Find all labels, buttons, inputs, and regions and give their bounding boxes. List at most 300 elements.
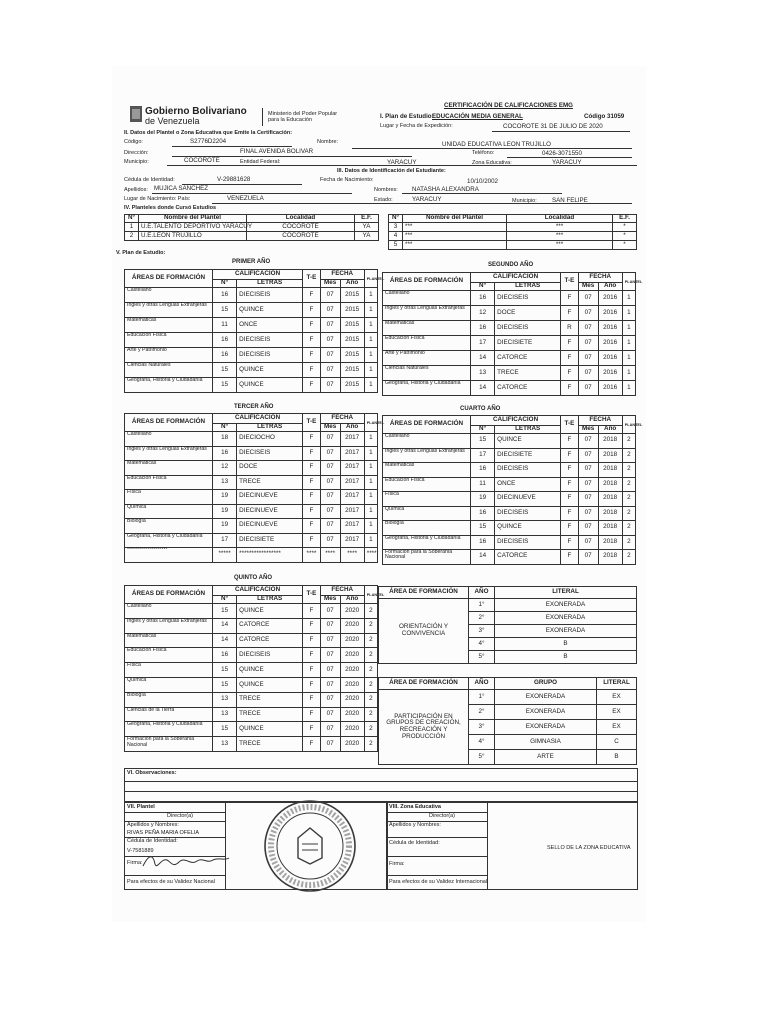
orientacion-anio: 2° <box>469 612 495 625</box>
grade-number: 16 <box>212 648 236 663</box>
grade-plantel: 1 <box>364 519 377 534</box>
grade-type: F <box>303 446 321 461</box>
grade-month: 07 <box>320 533 340 548</box>
plantel-firma-label: Firma: <box>127 860 143 866</box>
plantel-firma-title: VII. Plantel <box>127 804 155 810</box>
grade-number: 16 <box>212 446 236 461</box>
table-row <box>125 618 378 633</box>
plantel-zona-value: YARACUY <box>552 159 582 166</box>
anio-header: Año <box>340 280 364 288</box>
grade-type: F <box>303 432 321 447</box>
grade-letters: CATORCE <box>495 351 561 366</box>
grade-type: F <box>303 604 321 619</box>
grade-type: F <box>561 521 579 536</box>
area-name: Educación Física <box>125 333 213 348</box>
grade-letters: QUINCE <box>237 378 303 393</box>
participacion-anio: 4° <box>469 735 495 750</box>
participacion-grupo: EXONERADA <box>495 705 597 720</box>
grade-type: F <box>303 737 321 752</box>
grade-type: F <box>303 490 321 505</box>
area-name: Castellano <box>125 604 213 619</box>
certificate-title: CERTIFICACIÓN DE CALIFICACIONES EMG <box>444 102 573 109</box>
lugar-nacimiento-label: Lugar de Nacimiento: País: <box>124 196 191 202</box>
grade-month: 07 <box>320 432 340 447</box>
grade-plantel: 1 <box>622 381 635 396</box>
grade-number: 13 <box>212 707 236 722</box>
grade-type: F <box>303 303 321 318</box>
grade-letters: DIECISEIS <box>237 348 303 363</box>
area-name: Matemáticas <box>383 463 471 478</box>
grade-month: 07 <box>578 434 598 449</box>
plantel-apellidos-label: Apellidos y Nombres: <box>127 822 179 828</box>
area-name: Ciencias Naturales <box>383 366 471 381</box>
plantel-codigo-label: Código: <box>124 139 143 145</box>
grade-number: 13 <box>212 475 236 490</box>
plantel-telefono-value: 0426-3071550 <box>542 150 582 157</box>
grade-number: 14 <box>212 618 236 633</box>
grade-month: 07 <box>320 475 340 490</box>
participacion-literal: B <box>597 750 637 765</box>
grade-plantel: 2 <box>622 492 635 507</box>
fecha-header: FECHA <box>320 270 364 280</box>
grade-type: F <box>561 506 579 521</box>
grade-letters: TRECE <box>237 475 303 490</box>
grade-year: 2017 <box>340 461 364 476</box>
table-row <box>125 737 378 752</box>
participacion-area-header: ÁREA DE FORMACIÓN <box>379 678 469 690</box>
grade-type: R <box>561 321 579 336</box>
grade-year: 2018 <box>598 448 622 463</box>
table-row <box>125 432 378 447</box>
area-name: Castellano <box>125 432 213 447</box>
orientacion-body <box>379 599 637 664</box>
grade-letters: DIECISEIS <box>495 535 561 550</box>
grade-number: 14 <box>470 381 494 396</box>
zona-sello-label: SELLO DE LA ZONA EDUCATIVA <box>547 845 631 851</box>
grade-number: 15 <box>212 722 236 737</box>
cedula-value: V-29881628 <box>217 176 251 183</box>
plantel-localidad: *** <box>507 223 613 232</box>
plantel-nombre: *** <box>403 241 507 250</box>
grade-letters: DIECISEIS <box>495 321 561 336</box>
grade-year: 2018 <box>598 477 622 492</box>
area-name: Química <box>125 504 213 519</box>
nombres-label: Nombres: <box>374 187 398 193</box>
grade-year: **** <box>340 548 364 563</box>
table-row <box>125 663 378 678</box>
grade-type: F <box>303 663 321 678</box>
grade-table <box>124 585 385 752</box>
orientacion-header-row <box>379 587 637 599</box>
grade-year: 2020 <box>340 692 364 707</box>
grade-year: 2020 <box>340 648 364 663</box>
grade-type: F <box>303 378 321 393</box>
grade-plantel: 2 <box>622 448 635 463</box>
planteles-header-row <box>125 215 379 223</box>
participacion-grupo: GIMNASIA <box>495 735 597 750</box>
grade-year: 2018 <box>598 463 622 478</box>
grade-number: 14 <box>470 351 494 366</box>
grade-plantel: 1 <box>364 475 377 490</box>
orientacion-literal: EXONERADA <box>495 599 637 612</box>
grade-year: 2020 <box>340 722 364 737</box>
fecha-header: FECHA <box>320 586 364 596</box>
grade-header-row <box>125 586 378 596</box>
te-header: T-E <box>303 586 321 604</box>
table-row <box>125 707 378 722</box>
grade-number: ***** <box>212 548 236 563</box>
grade-type: F <box>561 306 579 321</box>
grade-year: 2016 <box>598 291 622 306</box>
ministry-line2: para la Educación <box>268 117 313 123</box>
te-header: T-E <box>561 416 579 434</box>
area-name: Arte y Patrimonio <box>125 348 213 363</box>
grade-year: 2017 <box>340 475 364 490</box>
table-row <box>125 648 378 663</box>
government-logo-icon <box>130 106 142 122</box>
grade-type: F <box>561 448 579 463</box>
grade-letters: QUINCE <box>237 363 303 378</box>
participacion-area-name: PARTICIPACIÓN EN GRUPOS DE CREACIÓN, RECREACIÓN Y PRODUCCIÓN <box>379 690 469 765</box>
grade-letters: CATORCE <box>495 381 561 396</box>
grade-plantel: 2 <box>364 618 377 633</box>
participacion-anio: 2° <box>469 705 495 720</box>
grade-type: F <box>561 535 579 550</box>
tercer-anio-title: TERCER AÑO <box>234 404 274 410</box>
apellidos-label: Apellidos: <box>124 187 148 193</box>
plantel-entidad-label: Entidad Federal: <box>240 159 281 165</box>
grade-letters: DIECISIETE <box>237 533 303 548</box>
grade-table <box>124 269 385 393</box>
grade-type: F <box>561 434 579 449</box>
grade-plantel: 2 <box>622 506 635 521</box>
area-header: ÁREAS DE FORMACIÓN <box>125 414 213 432</box>
area-name: Matemáticas <box>383 321 471 336</box>
table-row <box>125 692 378 707</box>
grade-month: 07 <box>578 321 598 336</box>
cuarto-anio-title: CUARTO AÑO <box>460 406 501 412</box>
grade-month: 07 <box>320 663 340 678</box>
grade-letters: TRECE <box>237 692 303 707</box>
gov-name-line1: Gobierno Bolivariano <box>145 106 247 117</box>
plantel-ef: YA <box>355 232 379 241</box>
anio-header: Año <box>598 426 622 434</box>
grade-type: F <box>303 677 321 692</box>
grade-plantel: 2 <box>364 604 377 619</box>
grade-plantel: 1 <box>622 351 635 366</box>
area-name: Geografía, Historia y Ciudadanía <box>125 533 213 548</box>
grade-letters: ***************** <box>237 548 303 563</box>
table-row <box>125 548 378 563</box>
grade-month: 07 <box>578 448 598 463</box>
area-name: Matemáticas <box>125 461 213 476</box>
participacion-grupo-header: GRUPO <box>495 678 597 690</box>
fecha-header: FECHA <box>320 414 364 424</box>
grade-month: 07 <box>578 336 598 351</box>
area-name: Formación para la Soberanía Nacional <box>383 550 471 565</box>
table-row <box>125 378 378 393</box>
grade-letters: DIECISEIS <box>237 333 303 348</box>
grade-type: F <box>303 707 321 722</box>
table-row <box>383 506 636 521</box>
grade-year: 2015 <box>340 318 364 333</box>
grade-type: F <box>561 463 579 478</box>
table-row <box>125 363 378 378</box>
plan-estudio-label: V. Plan de Estudio: <box>116 250 166 256</box>
plantel-ef: YA <box>355 223 379 232</box>
grade-type: **** <box>303 548 321 563</box>
table-row <box>383 521 636 536</box>
grade-year: 2015 <box>340 303 364 318</box>
table-row <box>383 336 636 351</box>
grade-letters: TRECE <box>237 707 303 722</box>
grade-table <box>382 272 643 396</box>
area-name: Formación para la Soberanía Nacional <box>125 737 213 752</box>
participacion-literal-header: LITERAL <box>597 678 637 690</box>
orientacion-literal: B <box>495 651 637 664</box>
num-header: N° <box>470 283 494 291</box>
plantel-nombre-label: Nombre: <box>317 139 339 145</box>
grade-header-row <box>383 416 636 426</box>
grade-month: 07 <box>578 535 598 550</box>
grade-number: 15 <box>212 677 236 692</box>
grade-year: 2018 <box>598 535 622 550</box>
grade-plantel: 2 <box>364 633 377 648</box>
grade-letters: DIECISEIS <box>237 648 303 663</box>
header-localidad: Localidad <box>247 215 355 223</box>
grade-plantel: 2 <box>622 463 635 478</box>
municipio-nac-label: Municipio: <box>512 198 537 204</box>
plantel-validez-label: Para efectos de su Validez Nacional <box>127 879 215 885</box>
planteles-table-right <box>388 214 637 250</box>
planteles-right-body <box>389 223 637 250</box>
grade-month: 07 <box>578 492 598 507</box>
grade-letters: DIECISEIS <box>495 506 561 521</box>
grade-month: 07 <box>578 366 598 381</box>
planteles-section-title: IV. Planteles donde Cursó Estudios <box>124 205 217 211</box>
zona-firma-box <box>386 802 638 890</box>
grade-month: 07 <box>578 550 598 565</box>
grade-type: F <box>303 722 321 737</box>
area-name: Física <box>125 490 213 505</box>
grade-month: 07 <box>320 348 340 363</box>
grade-plantel: 1 <box>364 461 377 476</box>
grade-year: 2015 <box>340 378 364 393</box>
area-name: Matemáticas <box>125 633 213 648</box>
grade-year: 2017 <box>340 504 364 519</box>
grade-number: 11 <box>212 318 236 333</box>
director-signature-icon <box>141 852 231 872</box>
area-name: Inglés y otras Lenguas Extranjeras <box>125 446 213 461</box>
grade-month: 07 <box>578 521 598 536</box>
table-row <box>125 475 378 490</box>
grade-month: 07 <box>320 648 340 663</box>
participacion-literal: EX <box>597 705 637 720</box>
grade-month: 07 <box>578 291 598 306</box>
grade-year: 2018 <box>598 492 622 507</box>
observaciones-title: VI. Observaciones: <box>127 770 177 776</box>
orientacion-area-header: ÁREA DE FORMACIÓN <box>379 587 469 599</box>
header-nombre: Nombre del Plantel <box>139 215 247 223</box>
anio-header: Año <box>340 424 364 432</box>
grade-month: 07 <box>320 707 340 722</box>
grade-month: 07 <box>320 604 340 619</box>
grade-plantel: 2 <box>364 737 377 752</box>
grade-number: 12 <box>470 306 494 321</box>
table-row <box>125 318 378 333</box>
calificacion-header: CALIFICACIÓN <box>212 270 302 280</box>
grade-plantel: 2 <box>364 677 377 692</box>
grade-number: 16 <box>212 288 236 303</box>
grade-letters: QUINCE <box>237 663 303 678</box>
grade-table <box>382 415 643 565</box>
area-name: Química <box>125 677 213 692</box>
grade-number: 15 <box>212 363 236 378</box>
table-row <box>125 461 378 476</box>
grade-type: F <box>303 288 321 303</box>
grade-month: 07 <box>320 288 340 303</box>
table-row <box>125 446 378 461</box>
area-name: Geografía, Historia y Ciudadanía <box>383 535 471 550</box>
num-header: N° <box>470 426 494 434</box>
grade-number: 15 <box>212 378 236 393</box>
area-name: Biología <box>125 692 213 707</box>
participacion-anio: 1° <box>469 690 495 705</box>
grade-number: 16 <box>212 333 236 348</box>
apellidos-value: MUJICA SANCHEZ <box>154 185 208 192</box>
estado-label: Estado: <box>374 197 393 203</box>
nombres-value: NATASHA ALEXANDRA <box>412 186 479 193</box>
grade-number: 18 <box>212 432 236 447</box>
grade-type: F <box>303 318 321 333</box>
grade-year: 2016 <box>598 306 622 321</box>
fecha-header: FECHA <box>578 416 622 426</box>
plantel-localidad: *** <box>507 232 613 241</box>
plantel-row <box>125 223 379 232</box>
participacion-body <box>379 690 637 765</box>
area-name: Biología <box>125 519 213 534</box>
plantel-header: PLANTEL <box>622 273 635 291</box>
grade-type: F <box>561 477 579 492</box>
grade-plantel: 1 <box>364 348 377 363</box>
estado-value: YARACUY <box>412 196 442 203</box>
grade-plantel: 2 <box>622 550 635 565</box>
area-name: Inglés y otras Lenguas Extranjeras <box>383 306 471 321</box>
grade-number: 17 <box>470 448 494 463</box>
letras-header: LETRAS <box>237 596 303 604</box>
plantel-num: 1 <box>125 223 139 232</box>
plantel-num: 3 <box>389 223 403 232</box>
plantel-num: 5 <box>389 241 403 250</box>
participacion-literal: EX <box>597 690 637 705</box>
grade-letters: DIECINUEVE <box>495 492 561 507</box>
area-name: Inglés y otras Lenguas Extranjeras <box>125 618 213 633</box>
grade-type: F <box>561 492 579 507</box>
municipio-nac-value: SAN FELIPE <box>552 197 588 204</box>
orientacion-area-name: ORIENTACIÓN Y CONVIVENCIA <box>379 599 469 664</box>
area-name: Educación Física <box>125 648 213 663</box>
grade-plantel: 1 <box>364 333 377 348</box>
grade-plantel: 2 <box>622 434 635 449</box>
grade-month: 07 <box>320 461 340 476</box>
grade-letters: CATORCE <box>237 633 303 648</box>
grade-type: F <box>561 366 579 381</box>
header-ef: E.F. <box>355 215 379 223</box>
grade-plantel: 1 <box>364 288 377 303</box>
calificacion-header: CALIFICACIÓN <box>470 273 560 283</box>
plantel-municipio-value: COCOROTE <box>184 157 220 164</box>
zona-firma-title: VIII. Zona Educativa <box>389 804 441 810</box>
grade-year: 2018 <box>598 434 622 449</box>
planteles-left-body <box>125 223 379 241</box>
grade-month: 07 <box>320 737 340 752</box>
grade-letters: DIECIOCHO <box>237 432 303 447</box>
plantel-ef: * <box>613 232 637 241</box>
letras-header: LETRAS <box>495 426 561 434</box>
grade-month: 07 <box>578 506 598 521</box>
grade-number: 16 <box>470 291 494 306</box>
grade-month: 07 <box>578 477 598 492</box>
grade-number: 15 <box>212 303 236 318</box>
zona-cedula-label: Cédula de Identidad: <box>389 840 440 846</box>
grade-year: 2020 <box>340 604 364 619</box>
table-row <box>383 434 636 449</box>
grade-letters: QUINCE <box>237 604 303 619</box>
participacion-literal: C <box>597 735 637 750</box>
table-row <box>125 633 378 648</box>
plantel-localidad: COCOROTE <box>247 232 355 241</box>
grade-month: 07 <box>320 504 340 519</box>
participacion-grupo: ARTE <box>495 750 597 765</box>
grade-type: F <box>303 363 321 378</box>
participacion-header-row <box>379 678 637 690</box>
grade-year: 2018 <box>598 521 622 536</box>
table-row <box>383 381 636 396</box>
grade-type: F <box>561 550 579 565</box>
plantel-codigo-value: S2776D2204 <box>190 138 227 145</box>
plantel-nombre: U.E.TALENTO DEPORTIVO YARACUY <box>139 223 247 232</box>
grade-letters: DIECINUEVE <box>237 504 303 519</box>
grade-month: 07 <box>320 378 340 393</box>
grade-letters: DOCE <box>495 306 561 321</box>
grade-letters: DIECISEIS <box>495 463 561 478</box>
area-name: Ciencias Naturales <box>125 363 213 378</box>
grade-month: 07 <box>320 633 340 648</box>
plan-label: I. Plan de Estudio: <box>380 113 434 120</box>
area-name: Matemáticas <box>125 318 213 333</box>
area-header: ÁREAS DE FORMACIÓN <box>383 416 471 434</box>
grade-number: 16 <box>470 463 494 478</box>
grade-month: 07 <box>320 692 340 707</box>
primer-anio-title: PRIMER AÑO <box>232 259 271 265</box>
orientacion-anio-header: AÑO <box>469 587 495 599</box>
grade-type: F <box>303 533 321 548</box>
plantel-localidad: COCOROTE <box>247 223 355 232</box>
plantel-row <box>389 223 637 232</box>
plantel-nombre: *** <box>403 223 507 232</box>
grade-type: F <box>561 291 579 306</box>
table-row <box>125 533 378 548</box>
calificacion-header: CALIFICACIÓN <box>212 586 302 596</box>
header-nombre-right: Nombre del Plantel <box>403 215 507 223</box>
grade-plantel: 1 <box>364 432 377 447</box>
header-localidad-right: Localidad <box>507 215 613 223</box>
area-name: Química <box>383 506 471 521</box>
fecha-nacimiento-value: 10/10/2002 <box>467 178 498 185</box>
grade-letters: DIECISEIS <box>237 288 303 303</box>
planteles-table-left <box>124 214 379 241</box>
num-header: N° <box>212 424 236 432</box>
